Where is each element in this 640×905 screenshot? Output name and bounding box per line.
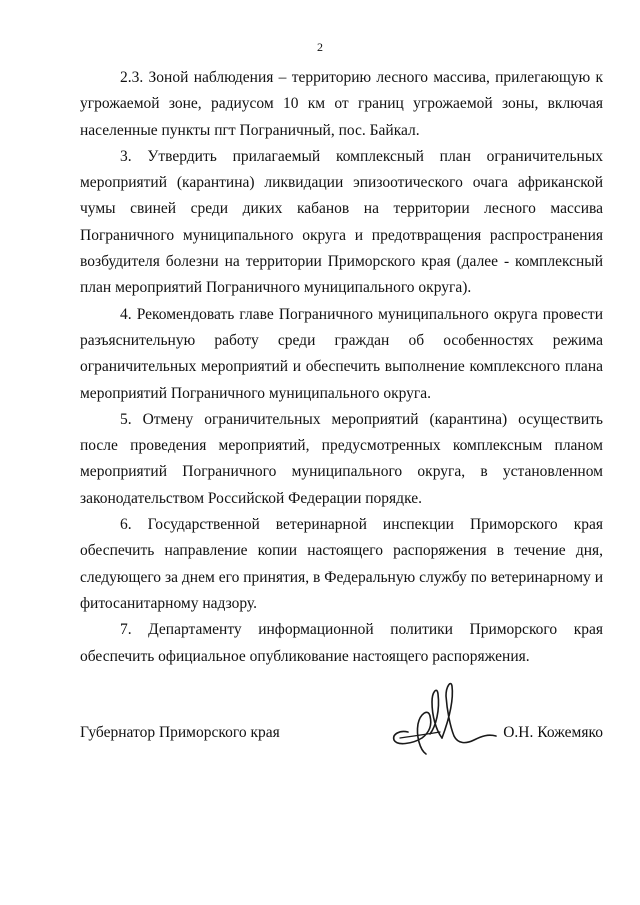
paragraph-7: 7. Департаменту информационной политики Приморского края обеспечить официальное опубликование настоящего распоряжения. (80, 621, 603, 665)
signer-name: О.Н. Кожемяко (503, 724, 603, 741)
paragraph-2-3: 2.3. Зоной наблюдения – территорию лесного массива, прилегающую к угрожаемой зоне, радиусом 10 км от границ угрожаемой зоны, включая населенные пункты пгт Пограничный, пос. Байкал. (80, 69, 603, 139)
position-title: Губернатор Приморского края (80, 724, 280, 741)
paragraph-4: 4. Рекомендовать главе Пограничного муниципального округа провести разъяснительную работу среди граждан об особенностях режима ограничительных мероприятий и обеспечить выполнение комплексного плана мероприятий Пограничного муниципального округа. (80, 305, 603, 402)
paragraph-6: 6. Государственной ветеринарной инспекции Приморского края обеспечить направление копии настоящего распоряжения в течение дня, следующего за днем его принятия, в Федеральную службу по ветеринарному и фитосанитарному надзору. (80, 516, 603, 612)
paragraph-5: 5. Отмену ограничительных мероприятий (карантина) осуществить после проведения мероприятий, предусмотренных комплексным планом мероприятий Пограничного муниципального округа, в установленном законодательством Российской Федерации порядке. (80, 410, 603, 507)
paragraph-3: 3. Утвердить прилагаемый комплексный план ограничительных мероприятий (карантина) ликвидации эпизоотического очага африканской чумы свиней среди диких кабанов на территории лесного массива Пограничного муниципального округа и предотвращения распространения возбудителя болезни на территории Приморского края (далее - комплексный план мероприятий Пограничного муниципального округа). (80, 147, 603, 297)
handwritten-signature (370, 674, 500, 774)
document-body (80, 65, 603, 670)
page-number: 2 (317, 40, 323, 54)
signature-block (80, 724, 603, 754)
